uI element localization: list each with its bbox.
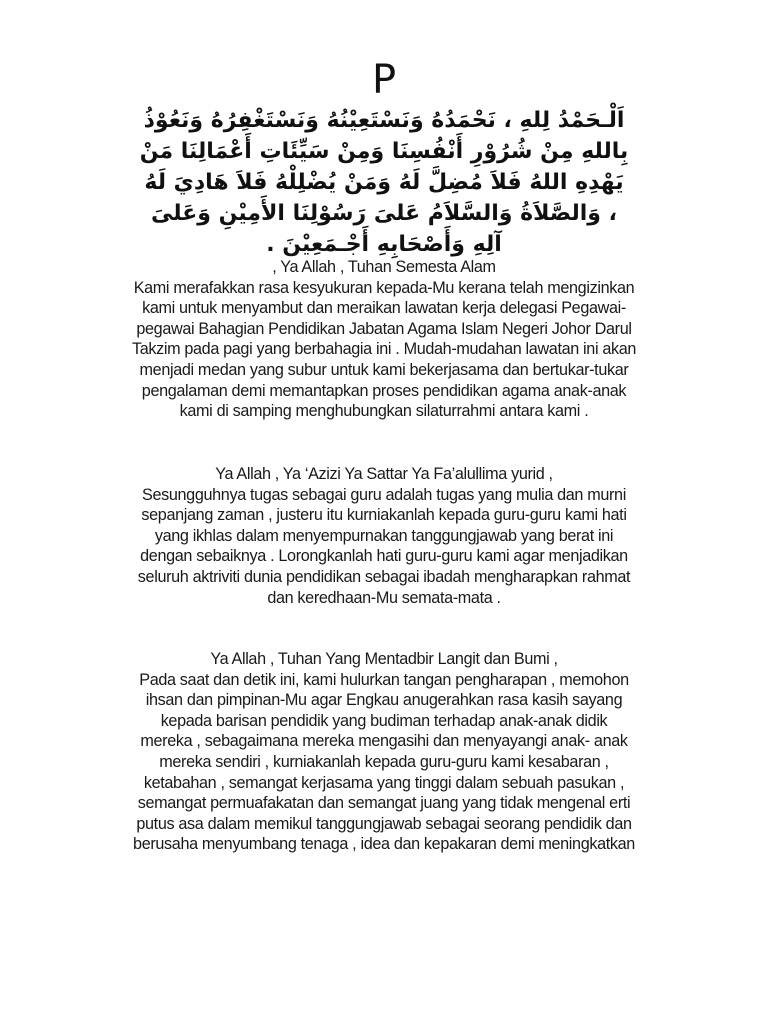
arabic-line: بِاللهِ مِنْ شُرُوْرِ أَنْفُسِنَا وَمِنْ سَيِّئَاتِ أَعْمَالِنَا مَنْ [139, 139, 629, 164]
paragraph-line: pegawai Bahagian Pendidikan Jabatan Agama Islam Negeri Johor Darul [136, 319, 632, 338]
paragraph-line: Takzim pada pagi yang berbahagia ini . Mudah-mudahan lawatan ini akan [131, 340, 637, 359]
paragraph-line: kami di samping menghubungkan silaturrahmi antara kami . [179, 402, 589, 421]
paragraph-line: ihsan dan pimpinan-Mu agar Engkau anugerahkan rasa kasih sayang [145, 691, 623, 710]
paragraph-2 [84, 464, 684, 608]
paragraph-line: menjadi medan yang subur untuk kami bekerjasama dan bertukar-tukar [139, 360, 629, 379]
paragraph-line: Ya Allah , Tuhan Yang Mentadbir Langit dan Bumi , [210, 650, 558, 668]
arabic-opening-prayer [100, 105, 668, 260]
paragraph-line: pengalaman demi memantapkan proses pendidikan agama anak-anak [141, 381, 627, 400]
paragraph-line: mereka , sebagaimana mereka mengasihi dan menyayangi anak- anak [140, 732, 628, 751]
paragraph-line: dengan sebaiknya . Lorongkanlah hati guru-guru kami agar menjadikan [140, 547, 628, 566]
paragraph-line: seluruh aktriviti dunia pendidikan sebagai ibadah mengharapkan rahmat [137, 567, 631, 586]
paragraph-line: yang ikhlas dalam menyempurnakan tanggungjawab yang berat ini [154, 526, 614, 545]
paragraph-line: mereka sendiri , kurniakanlah kepada guru-guru kami kesabaran , [159, 752, 609, 771]
paragraph-line: ketabahan , semangat kerjasama yang tinggi dalam sebuah pasukan , [143, 773, 625, 792]
paragraph-line: Kami merafakkan rasa kesyukuran kepada-Mu kerana telah mengizinkan [133, 278, 635, 297]
arabic-line: آلِهِ وَأَصْحَابِهِ أَجْـمَعِيْنَ . [266, 232, 502, 257]
paragraph-line: Sesungguhnya tugas sebagai guru adalah tugas yang mulia dan murni [142, 485, 626, 504]
paragraph-line: kami untuk menyambut dan meraikan lawatan kerja delegasi Pegawai- [142, 299, 626, 318]
paragraph-3 [84, 649, 684, 855]
paragraph-line: Ya Allah , Ya ‘Azizi Ya Sattar Ya Fa’alullima yurid , [215, 465, 553, 483]
paragraph-1 [84, 257, 684, 422]
paragraph-line: berusaha menyumbang tenaga , idea dan kepakaran demi meningkatkan [133, 835, 635, 854]
paragraph-line: semangat permuafakatan dan semangat juang yang tidak mengenal erti [137, 794, 631, 813]
arabic-line: اَلْـحَمْدُ لِلهِ ، نَحْمَدُهُ وَنَسْتَعِيْنُهُ وَنَسْتَغْفِرُهُ وَنَعُوْذُ [143, 108, 625, 133]
paragraph-line: dan keredhaan-Mu semata-mata . [267, 588, 501, 607]
page-heading: P [371, 57, 397, 103]
arabic-line: ، وَالصَّلاَةُ وَالسَّلاَمُ عَلىَ رَسُوْلِنَا الأَمِيْنِ وَعَلىَ [151, 201, 617, 226]
paragraph-line: putus asa dalam memikul tanggungjawab sebagai seorang pendidik dan [136, 814, 632, 833]
arabic-line: يَهْدِهِ اللهُ فَلاَ مُضِلَّ لَهُ وَمَنْ يُضْلِلْهُ فَلاَ هَادِيَ لَهُ [144, 170, 624, 195]
paragraph-line: kepada barisan pendidik yang budiman terhadap anak-anak didik [160, 711, 608, 730]
paragraph-line: , Ya Allah , Tuhan Semesta Alam [272, 258, 496, 276]
paragraph-line: sepanjang zaman , justeru itu kurniakanlah kepada guru-guru kami hati [141, 506, 627, 525]
paragraph-line: Pada saat dan detik ini, kami hulurkan tangan pengharapan , memohon [139, 670, 629, 689]
